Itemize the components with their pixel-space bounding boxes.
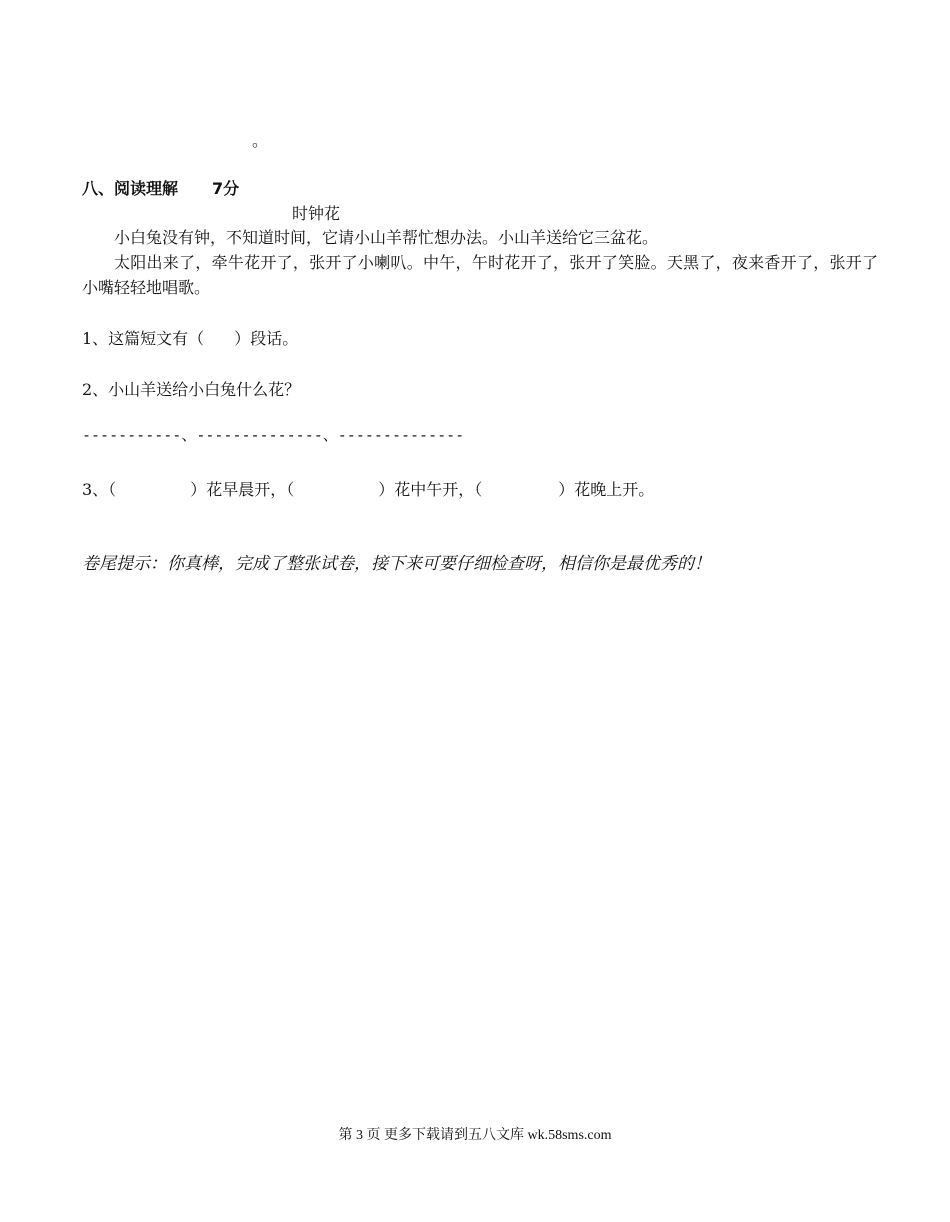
question-3-part-3: ）花晚上开。 xyxy=(558,480,655,499)
question-1 xyxy=(82,326,298,349)
question-3-part-1: ）花早晨开，（ xyxy=(190,480,295,499)
passage-paragraph-1: 小白兔没有钟，不知道时间，它请小山羊帮忙想办法。小山羊送给它三盆花。 xyxy=(114,228,659,247)
question-3-number: 3、（ xyxy=(82,480,117,499)
question-3-part-2: ）花中午开，（ xyxy=(378,480,483,499)
question-2-answer-blanks[interactable]: -----------、--------------、-------------- xyxy=(82,426,465,444)
leading-fragment: 。 xyxy=(252,131,269,150)
question-1-after: ）段话。 xyxy=(234,329,299,348)
section-heading xyxy=(82,176,239,199)
passage-paragraph-2: 太阳出来了，牵牛花开了，张开了小喇叭。中午，午时花开了，张开了笑脸。天黑了，夜来香开了，张开了小嘴轻轻地唱歌。 xyxy=(82,253,878,297)
passage-body xyxy=(82,225,878,300)
section-score: 7分 xyxy=(212,179,240,198)
question-2: 2、小山羊送给小白兔什么花？ xyxy=(82,380,301,399)
question-3 xyxy=(82,477,654,500)
question-1-before: 1、这篇短文有（ xyxy=(82,329,205,348)
closing-tip: 卷尾提示：你真棒，完成了整张试卷，接下来可要仔细检查呀，相信你是最优秀的！ xyxy=(82,554,711,574)
section-heading-title: 八、阅读理解 xyxy=(82,179,179,198)
passage-title: 时钟花 xyxy=(292,204,341,223)
page-footer: 第 3 页 更多下载请到五八文库 wk.58sms.com xyxy=(338,1128,612,1143)
